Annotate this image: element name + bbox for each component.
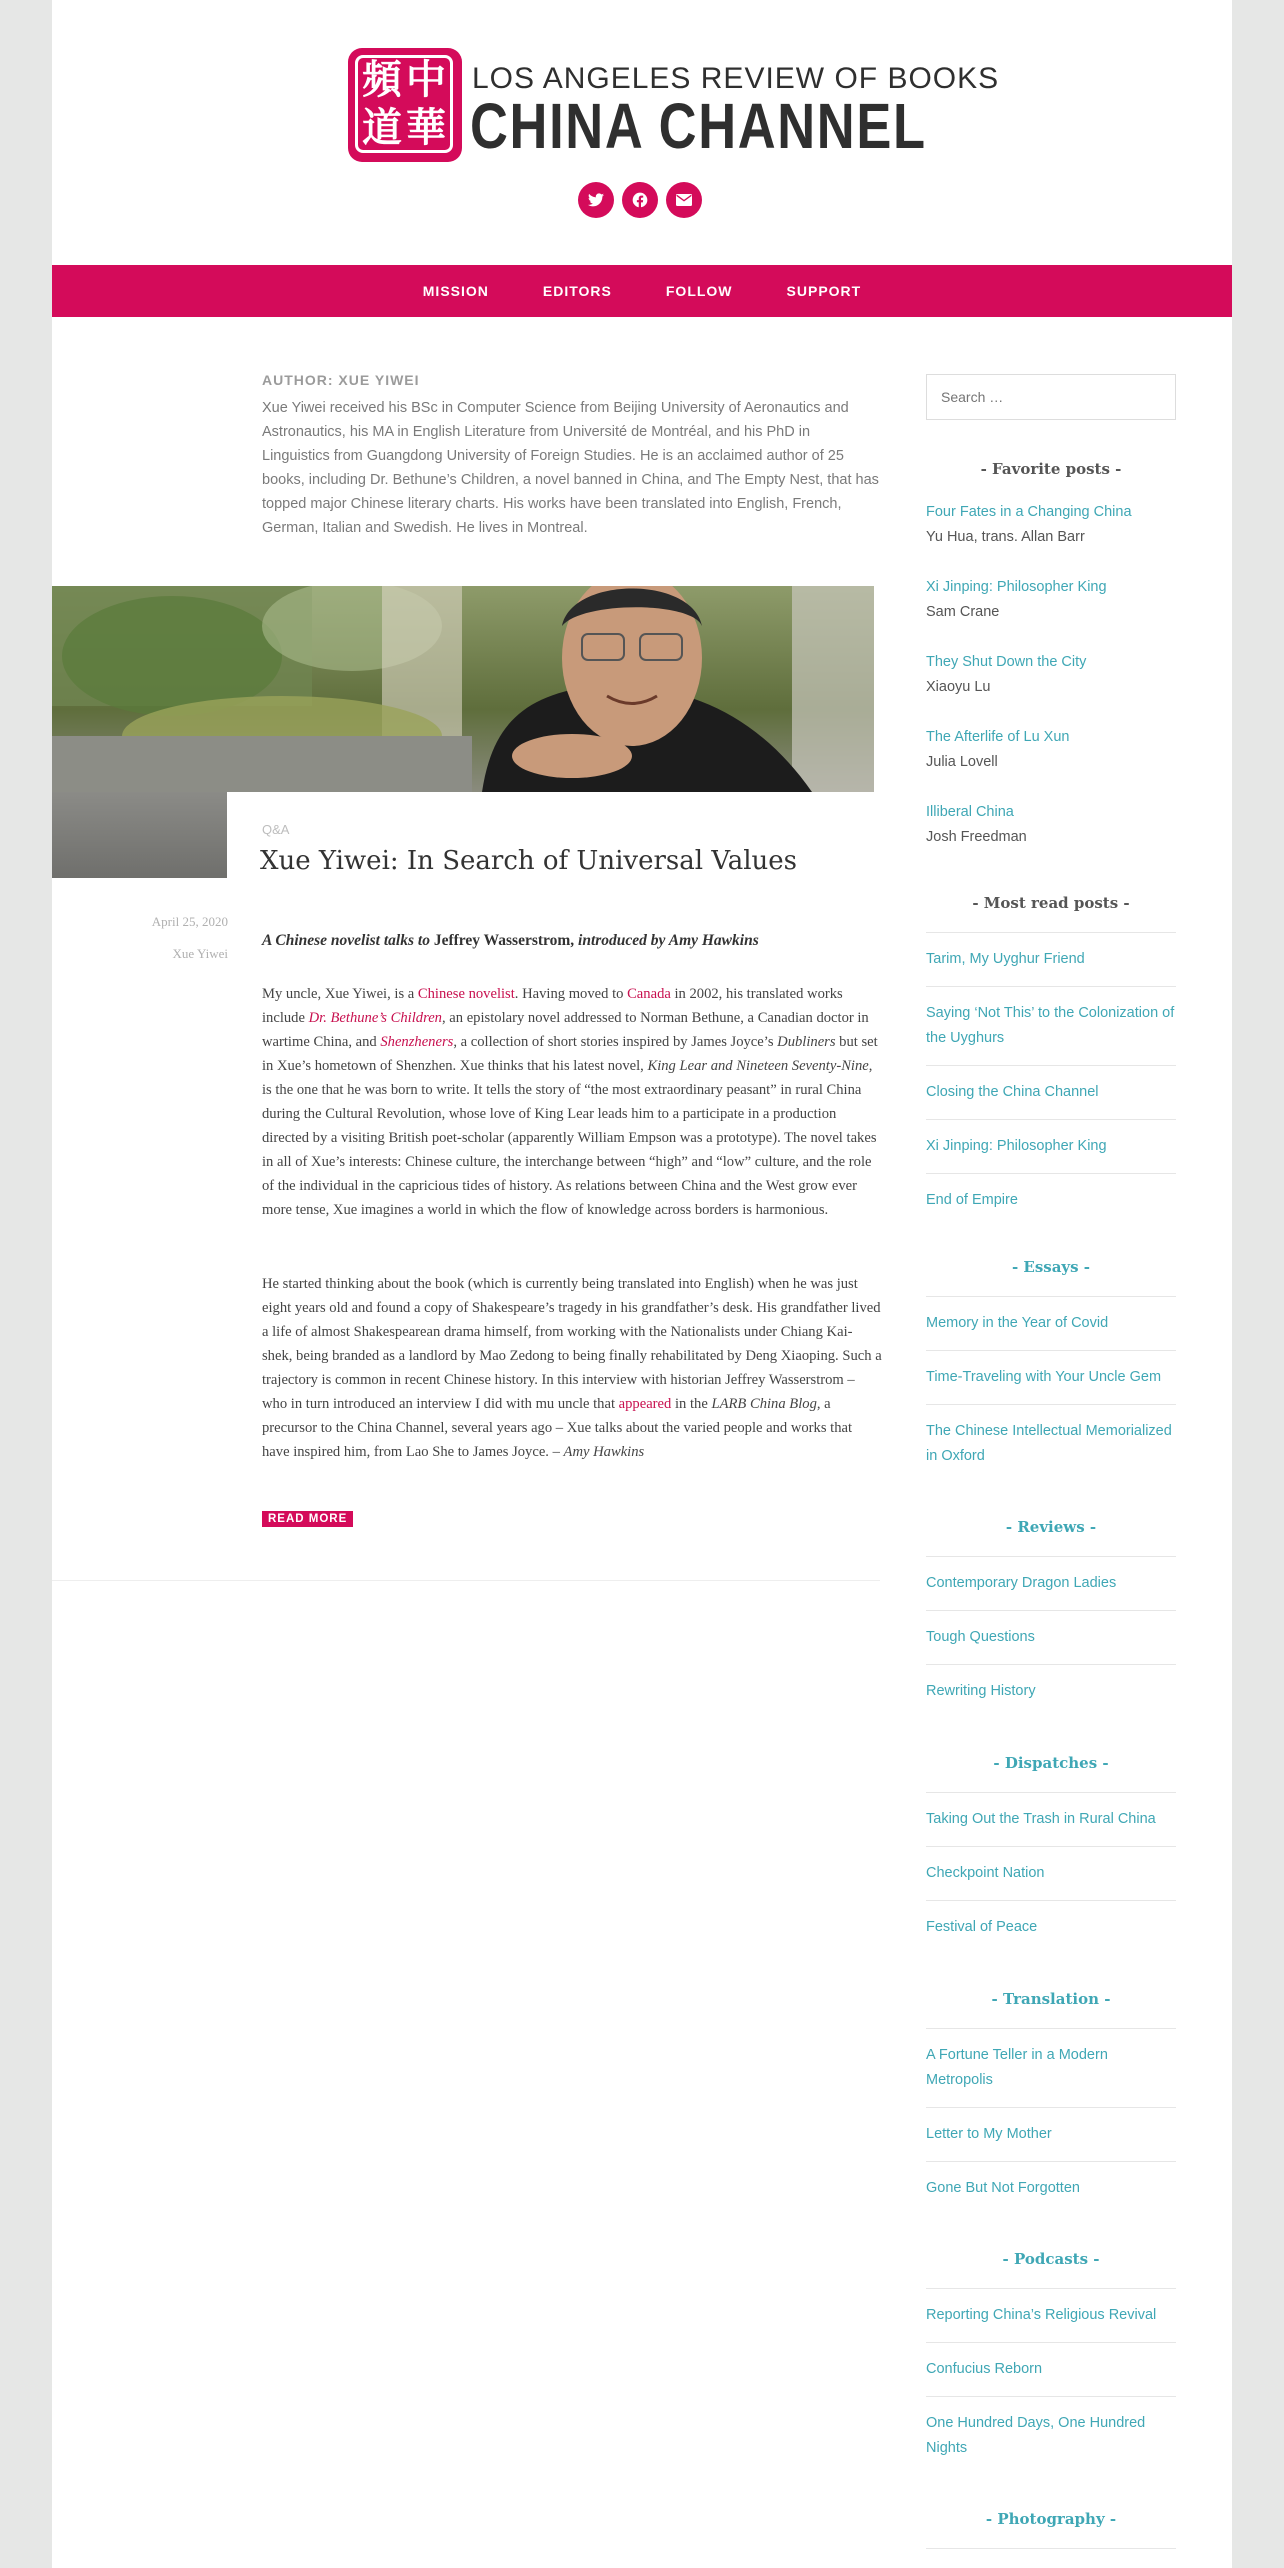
translation-list <box>926 2028 1176 2215</box>
list-item[interactable]: Tarim, My Uyghur Friend <box>926 932 1176 986</box>
list-item[interactable]: Closing the China Channel <box>926 1065 1176 1119</box>
email-icon[interactable] <box>666 182 702 218</box>
list-item[interactable]: One Hundred Days, One Hundred Nights <box>926 2396 1176 2475</box>
favorite-post-title[interactable]: Four Fates in a Changing China <box>926 504 1132 520</box>
favorite-post-title[interactable]: The Afterlife of Lu Xun <box>926 729 1070 745</box>
post-paragraph-1: My uncle, Xue Yiwei, is a Chinese novelist. Having moved to Canada in 2002, his translated works include Dr. Bethune’s Children, an epistolary novel addressed to Norman Bethune, a Canadian doctor in wartime China, and Shenzheners, a collection of short stories inspired by James Joyce’s Dubliners but set in Xue’s hometown of Shenzhen. Xue thinks that his latest novel, King Lear and Nineteen Seventy-Nine, is the one that he was born to write. It tells the story of “the most extraordinary peasant” in rural China during the Cultural Revolution, whose love of King Lear leads him to a participate in a production directed by a visiting British poet-scholar (apparently William Empson was a prototype). The novel takes in all of Xue’s interests: Chinese culture, the interchange between “high” and “low” culture, and the role of the individual in the capricious tides of history. As relations between China and the West grow ever more tense, Xue imagines a world in which the flow of knowledge across borders is harmonious. <box>262 986 878 1218</box>
podcasts-list <box>926 2288 1176 2475</box>
favorite-post <box>926 500 1176 550</box>
featured-image[interactable] <box>52 586 874 792</box>
most-read-list <box>926 932 1176 1227</box>
post-lede: A Chinese novelist talks to Jeffrey Wasserstrom, introduced by Amy Hawkins <box>262 932 759 949</box>
archive-title: AUTHOR: XUE YIWEI <box>262 372 420 388</box>
link-canada[interactable]: Canada <box>627 986 671 1002</box>
twitter-icon[interactable] <box>578 182 614 218</box>
favorite-post <box>926 575 1176 625</box>
list-item[interactable]: The Chinese Intellectual Memorialized in Oxford <box>926 1404 1176 1483</box>
list-item[interactable]: Memory in the Year of Covid <box>926 1296 1176 1350</box>
dispatches-widget-title[interactable]: - Dispatches - <box>993 1754 1109 1772</box>
main-navigation <box>52 265 1232 317</box>
list-item[interactable]: Xi Jinping: Philosopher King <box>926 1119 1176 1173</box>
favorite-post-title[interactable]: Xi Jinping: Philosopher King <box>926 579 1107 595</box>
favorite-post-author: Josh Freedman <box>926 829 1027 845</box>
nav-mission[interactable]: MISSION <box>422 283 489 299</box>
reviews-widget-title[interactable]: - Reviews - <box>1005 1518 1097 1536</box>
read-more-button[interactable]: READ MORE <box>262 1511 353 1527</box>
post-category[interactable]: Q&A <box>262 822 290 837</box>
post-divider <box>52 1580 880 1581</box>
nav-support[interactable]: SUPPORT <box>786 283 862 299</box>
post-paragraph-2: He started thinking about the book (which is currently being translated into English) when he was just eight years old and found a copy of Shakespeare’s tragedy in his grandfather’s desk. His grandfather lived a life of almost Shakespearean drama himself, from working with the Nationalists under Chiang Kai-shek, being branded as a landlord by Mao Zedong to being finally rehabilitated by Deng Xiaoping. Such a trajectory is common in recent Chinese history. In this interview with historian Jeffrey Wasserstrom – who in turn introduced an interview I did with mu uncle that appeared in the LARB China Blog, a precursor to the China Channel, several years ago – Xue talks about the varied people and works that have inspired him, from Lao She to James Joyce. – Amy Hawkins <box>262 1276 882 1460</box>
list-item[interactable]: Rewriting History <box>926 1664 1176 1718</box>
nav-editors[interactable]: EDITORS <box>542 283 612 299</box>
list-item[interactable]: Checkpoint Nation <box>926 1846 1176 1900</box>
list-item[interactable]: Gone But Not Forgotten <box>926 2161 1176 2215</box>
page <box>52 0 1232 2568</box>
reviews-list <box>926 1556 1176 1718</box>
favorites-widget-title: - Favorite posts - <box>980 460 1122 478</box>
most-read-widget-title: - Most read posts - <box>972 894 1130 912</box>
list-item[interactable]: Letter to My Mother <box>926 2107 1176 2161</box>
favorite-post <box>926 650 1176 700</box>
search-input[interactable] <box>926 374 1176 420</box>
list-item[interactable]: Contemporary Dragon Ladies <box>926 1556 1176 1610</box>
link-dr-bethunes-children[interactable]: Dr. Bethune’s Children <box>308 1010 442 1026</box>
facebook-icon[interactable] <box>622 182 658 218</box>
favorite-post <box>926 800 1176 850</box>
favorite-post-author: Julia Lovell <box>926 754 998 770</box>
site-title-line1: LOS ANGELES REVIEW OF BOOKS <box>472 62 1000 95</box>
site-title-line2: CHINA CHANNEL <box>470 90 927 162</box>
list-item[interactable]: Time-Traveling with Your Uncle Gem <box>926 1350 1176 1404</box>
translation-widget-title[interactable]: - Translation - <box>991 1990 1111 2008</box>
list-item[interactable]: A Fortune Teller in a Modern Metropolis <box>926 2028 1176 2107</box>
dispatches-list <box>926 1792 1176 1954</box>
post-title[interactable]: Xue Yiwei: In Search of Universal Values <box>260 846 798 876</box>
link-shenzheners[interactable]: Shenzheners <box>380 1034 454 1050</box>
nav-follow[interactable]: FOLLOW <box>665 283 733 299</box>
favorite-post <box>926 725 1176 775</box>
favorite-post-author: Xiaoyu Lu <box>926 679 991 695</box>
featured-image-extension <box>52 792 227 878</box>
list-item[interactable]: Saying ‘Not This’ to the Colonization of the Uyghurs <box>926 986 1176 1065</box>
list-item[interactable]: End of Empire <box>926 1173 1176 1227</box>
photography-widget-title[interactable]: - Photography - <box>985 2510 1117 2528</box>
podcasts-widget-title[interactable]: - Podcasts - <box>1002 2250 1100 2268</box>
list-divider <box>926 2548 1176 2549</box>
post-author[interactable]: Xue Yiwei <box>172 946 228 961</box>
seal-logo: 中 華 頻 道 <box>348 48 462 162</box>
essays-widget-title[interactable]: - Essays - <box>1011 1258 1091 1276</box>
author-bio: Xue Yiwei received his BSc in Computer Science from Beijing University of Aeronautics and Astronautics, his MA in English Literature from Université de Montréal, and his PhD in Linguistics from Guangdong University of Foreign Studies. He is an acclaimed author of 25 books, including Dr. Bethune’s Children, a novel banned in China, and The Empty Nest, that has topped major Chinese literary charts. His works have been translated into English, French, German, Italian and Swedish. He lives in Montreal. <box>262 400 879 536</box>
list-item[interactable]: Tough Questions <box>926 1610 1176 1664</box>
photography-list <box>926 2548 1176 2549</box>
favorite-post-title[interactable]: Illiberal China <box>926 804 1014 820</box>
site-logo[interactable] <box>348 48 1000 164</box>
list-item[interactable]: Confucius Reborn <box>926 2342 1176 2396</box>
essays-list <box>926 1296 1176 1483</box>
link-appeared[interactable]: appeared <box>618 1396 672 1412</box>
favorite-post-author: Yu Hua, trans. Allan Barr <box>926 529 1085 545</box>
post-date[interactable]: April 25, 2020 <box>151 914 228 929</box>
list-item[interactable]: Reporting China’s Religious Revival <box>926 2288 1176 2342</box>
list-item[interactable]: Festival of Peace <box>926 1900 1176 1954</box>
favorite-post-title[interactable]: They Shut Down the City <box>926 654 1087 670</box>
favorite-post-author: Sam Crane <box>926 604 1000 620</box>
link-chinese-novelist[interactable]: Chinese novelist <box>417 986 515 1002</box>
list-item[interactable]: Taking Out the Trash in Rural China <box>926 1792 1176 1846</box>
social-links <box>578 182 702 218</box>
